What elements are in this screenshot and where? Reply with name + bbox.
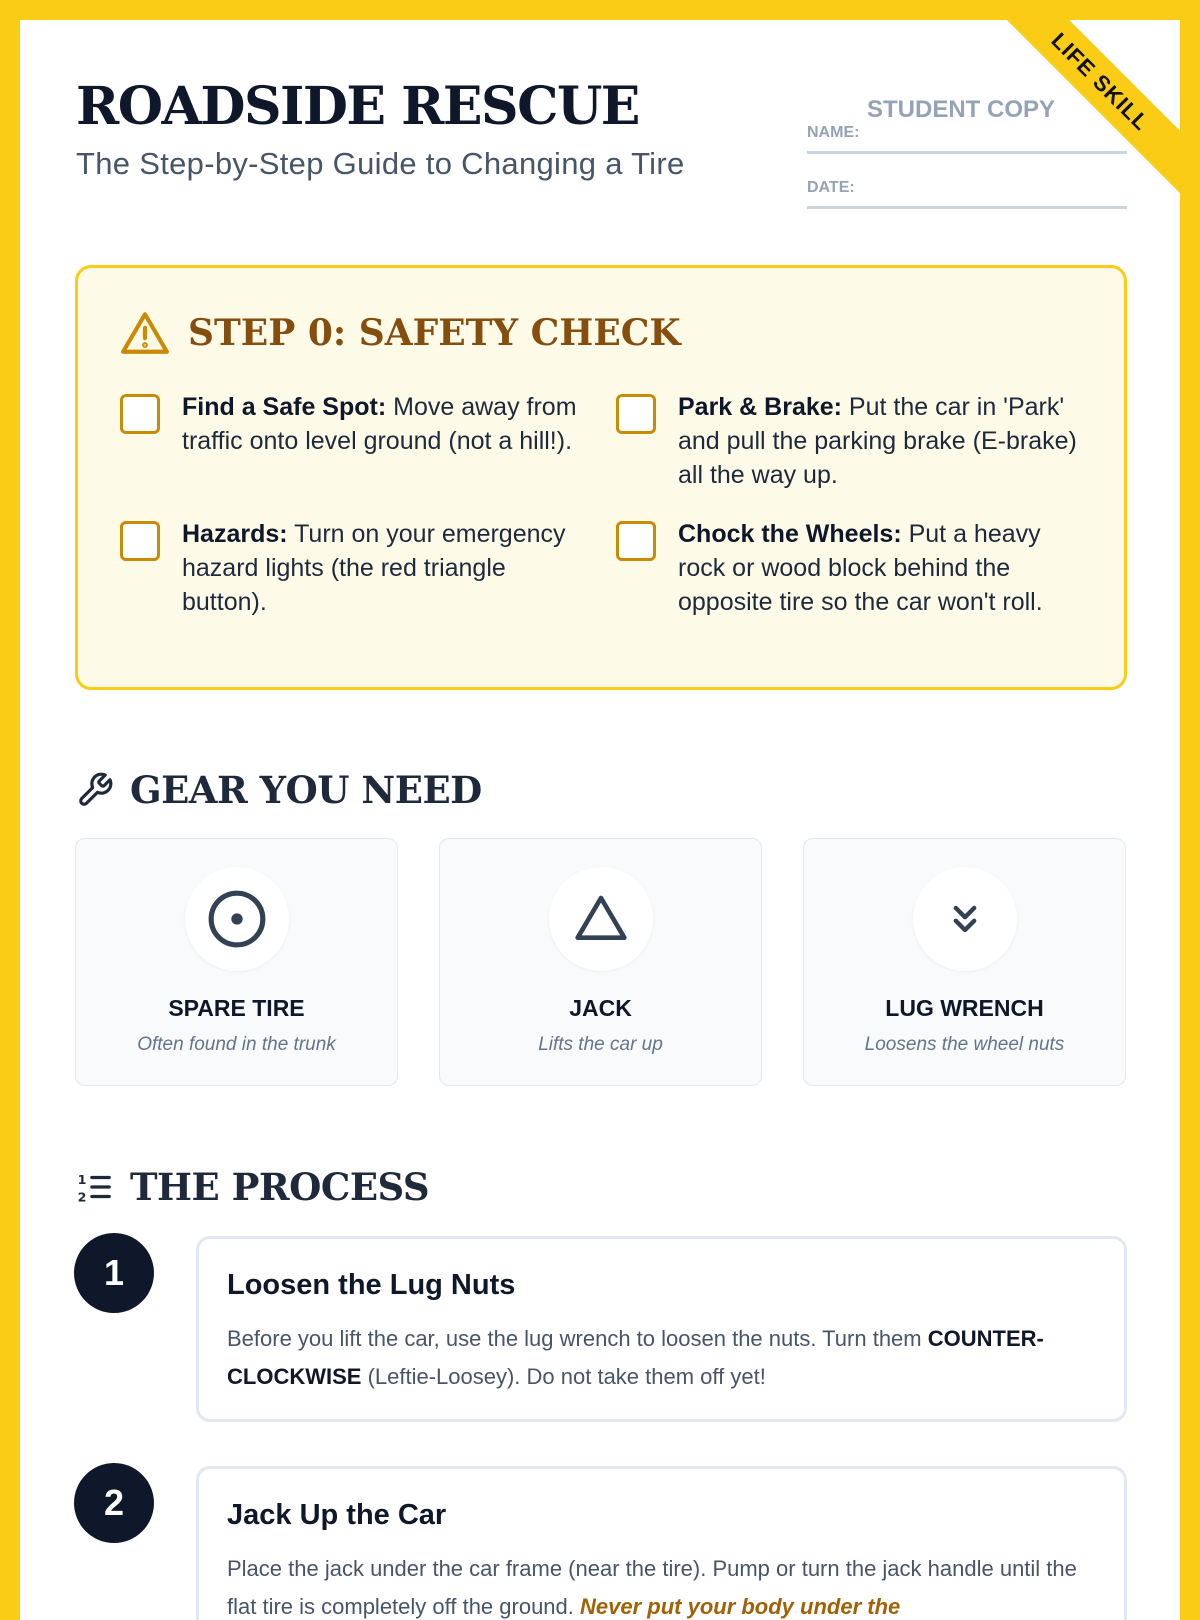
gear-desc: Often found in the trunk <box>137 1034 336 1055</box>
checklist-item[interactable] <box>120 390 590 458</box>
checkbox[interactable] <box>120 521 160 561</box>
process-title: THE PROCESS <box>130 1165 430 1209</box>
item-label: Chock the Wheels: <box>678 520 902 548</box>
item-text: Put the car in 'Park' and pull the parking brake (E-brake) all the way up. <box>678 393 1077 489</box>
warning-triangle-icon <box>120 310 170 356</box>
numbered-list-icon <box>76 1168 114 1206</box>
worksheet-page <box>20 20 1180 1620</box>
item-label: Hazards: <box>182 520 288 548</box>
safety-warning: Never put your body under the <box>580 1594 901 1619</box>
svg-text:2: 2 <box>77 1189 87 1205</box>
step-title: Jack Up the Car <box>227 1499 447 1531</box>
gear-desc: Loosens the wheel nuts <box>864 1034 1065 1055</box>
step-card <box>196 1466 1127 1620</box>
target-circle-icon <box>206 888 268 950</box>
triangle-icon <box>573 891 629 947</box>
gear-name: LUG WRENCH <box>885 995 1044 1021</box>
step-title: Loosen the Lug Nuts <box>227 1269 516 1301</box>
student-copy-label: STUDENT COPY <box>866 96 1055 123</box>
step-card <box>196 1236 1127 1422</box>
safety-title: STEP 0: SAFETY CHECK <box>188 312 681 354</box>
name-field[interactable] <box>807 120 1127 154</box>
item-text: Put a heavy rock or wood block behind the opposite tire so the car won't roll. <box>678 520 1043 616</box>
svg-text:1: 1 <box>77 1171 87 1187</box>
wrench-icon <box>76 771 114 809</box>
gear-desc: Lifts the car up <box>538 1034 663 1055</box>
name-label: NAME: <box>807 124 860 141</box>
date-label: DATE: <box>807 179 855 196</box>
gear-heading <box>76 768 482 812</box>
item-text: Turn on your emergency hazard lights (the red triangle button). <box>182 520 566 616</box>
checkbox[interactable] <box>616 394 656 434</box>
gear-title: GEAR YOU NEED <box>130 768 482 812</box>
page-title: ROADSIDE RESCUE <box>76 76 639 137</box>
safety-check-box <box>75 265 1127 690</box>
page-subtitle: The Step-by-Step Guide to Changing a Tire <box>76 146 685 181</box>
gear-name: JACK <box>569 995 632 1021</box>
gear-card-spare-tire <box>75 838 398 1086</box>
checklist-item[interactable] <box>120 517 590 619</box>
step-number: 1 <box>74 1233 154 1313</box>
step-text: Before you lift the car, use the lug wrench to loosen the nuts. Turn them COUNTER-CLOCKWISE (Leftie-Loosey). Do not take them off yet! <box>227 1326 1044 1389</box>
item-text: Move away from traffic onto level ground (not a hill!). <box>182 393 577 455</box>
item-label: Park & Brake: <box>678 393 842 421</box>
item-label: Find a Safe Spot: <box>182 393 387 421</box>
step-text: Place the jack under the car frame (near the tire). Pump or turn the jack handle until the flat tire is completely off the ground. Never put your body under the <box>227 1556 1077 1619</box>
checkbox[interactable] <box>616 521 656 561</box>
chevrons-down-icon <box>943 897 987 941</box>
gear-card-jack <box>439 838 762 1086</box>
date-field[interactable] <box>807 175 1127 209</box>
process-heading <box>76 1165 429 1209</box>
step-number: 2 <box>74 1463 154 1543</box>
gear-name: SPARE TIRE <box>168 995 305 1021</box>
checklist-item[interactable] <box>616 517 1086 619</box>
checklist-item[interactable] <box>616 390 1086 492</box>
checkbox[interactable] <box>120 394 160 434</box>
life-skill-ribbon: LIFE SKILL <box>985 20 1180 197</box>
gear-card-lug-wrench <box>803 838 1126 1086</box>
